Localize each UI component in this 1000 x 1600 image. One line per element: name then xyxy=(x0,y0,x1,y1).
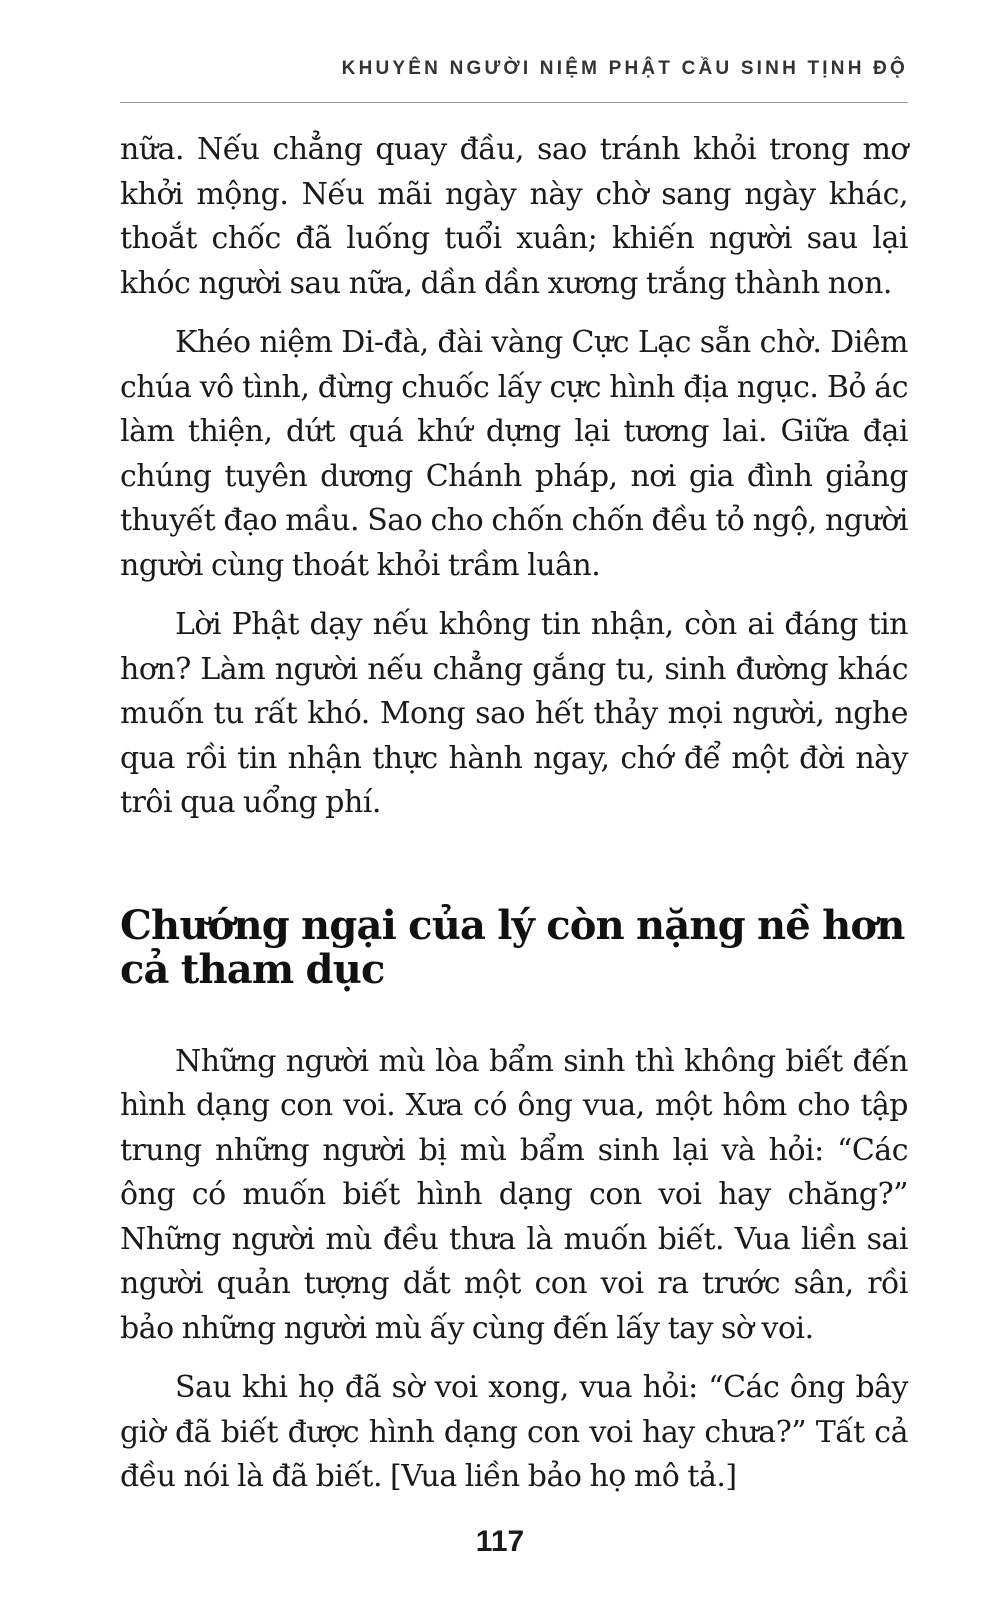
paragraph: Khéo niệm Di-đà, đài vàng Cực Lạc sẵn chờ. Diêm chúa vô tình, đừng chuốc lấy cực hình địa ngục. Bỏ ác làm thiện, dứt quá khứ dựng lại tương lai. Giữa đại chúng tuyên dương Chánh pháp, nơi gia đình giảng thuyết đạo mầu. Sao cho chốn chốn đều tỏ ngộ, người người cùng thoát khỏi trầm luân. xyxy=(120,325,908,583)
paragraph: Sau khi họ đã sờ voi xong, vua hỏi: “Các ông bây giờ đã biết được hình dạng con voi hay chưa?” Tất cả đều nói là đã biết. [Vua liền bảo họ mô tả.] xyxy=(120,1370,908,1494)
running-header: KHUYÊN NGƯỜI NIỆM PHẬT CẦU SINH TỊNH ĐỘ xyxy=(341,58,908,79)
header-divider xyxy=(120,102,908,103)
paragraph-continuation: nữa. Nếu chẳng quay đầu, sao tránh khỏi trong mơ khởi mộng. Nếu mãi ngày này chờ sang ngày khác, thoắt chốc đã luống tuổi xuân; khiến người sau lại khóc người sau nữa, dần dần xương trắng thành non. xyxy=(120,132,908,301)
paragraph: Những người mù lòa bẩm sinh thì không biết đến hình dạng con voi. Xưa có ông vua, một hôm cho tập trung những người bị mù bẩm sinh lại và hỏi: “Các ông có muốn biết hình dạng con voi hay chăng?” Những người mù đều thưa là muốn biết. Vua liền sai người quản tượng dắt một con voi ra trước sân, rồi bảo những người mù ấy cùng đến lấy tay sờ voi. xyxy=(120,1043,908,1346)
paragraph: Lời Phật dạy nếu không tin nhận, còn ai đáng tin hơn? Làm người nếu chẳng gắng tu, sinh đường khác muốn tu rất khó. Mong sao hết thảy mọi người, nghe qua rồi tin nhận thực hành ngay, chớ để một đời này trôi qua uổng phí. xyxy=(120,607,908,820)
page-body xyxy=(120,128,908,1515)
page-number: 117 xyxy=(475,1525,525,1558)
chapter-title: Chướng ngại của lý còn nặng nề hơn cả tham dục xyxy=(120,901,905,993)
